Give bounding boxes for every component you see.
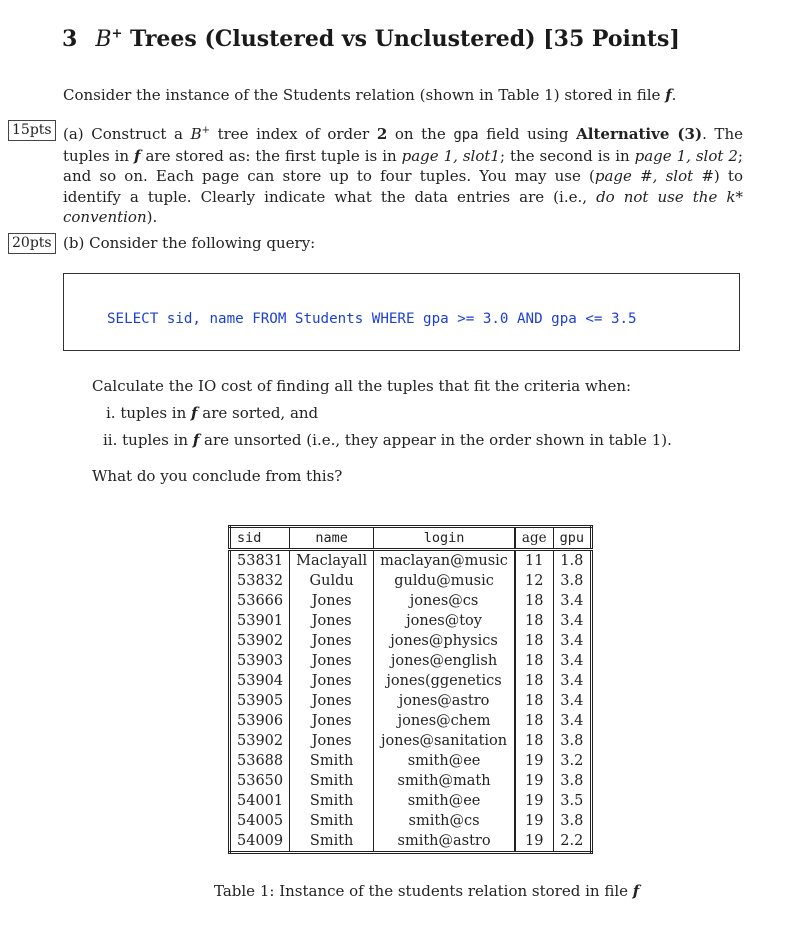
table-cell-login: jones@toy xyxy=(374,611,515,631)
table-cell-name: Guldu xyxy=(290,571,374,591)
part-a-bplus: B xyxy=(190,125,202,143)
table-cell-login: smith@astro xyxy=(374,831,515,853)
table-cell-gpu: 3.4 xyxy=(553,691,591,711)
table-cell-gpu: 3.4 xyxy=(553,631,591,651)
points-badge-b: 20pts xyxy=(8,233,56,254)
part-a-text: ) to identify a tuple. Clearly indicate what the data entries are (i.e., xyxy=(63,167,743,206)
table-row xyxy=(230,651,592,671)
part-a xyxy=(63,121,743,228)
table-row xyxy=(230,631,592,651)
section-number: 3 xyxy=(62,26,78,52)
table-header-row xyxy=(230,527,592,550)
table-cell-gpu: 3.2 xyxy=(553,751,591,771)
table-row xyxy=(230,671,592,691)
table-cell-login: jones@sanitation xyxy=(374,731,515,751)
table-cell-gpu: 3.4 xyxy=(553,591,591,611)
table-cell-sid: 54005 xyxy=(237,813,284,829)
table-body xyxy=(230,550,592,853)
table-cell-name: Jones xyxy=(290,631,374,651)
table-cell-sid: 54009 xyxy=(237,833,284,849)
option-ii-num: ii. xyxy=(103,431,118,449)
table-cell-login: jones@physics xyxy=(374,631,515,651)
table-cell-sid: 53906 xyxy=(237,713,284,729)
col-header-name: name xyxy=(290,527,374,550)
table-cell-sid: 53688 xyxy=(237,753,284,769)
part-a-text: on the xyxy=(387,125,454,143)
part-a-text: . The tuples in xyxy=(63,125,743,165)
table-cell-sid: 53666 xyxy=(237,593,284,609)
table-row xyxy=(230,731,592,751)
table-cell-gpu: 3.8 xyxy=(553,571,591,591)
table-cell-name: Smith xyxy=(290,771,374,791)
table-cell-sid: 53832 xyxy=(237,573,284,589)
option-ii xyxy=(103,431,672,449)
table-cell-gpu: 3.4 xyxy=(553,611,591,631)
part-a-file: f xyxy=(134,146,141,165)
table-cell-name: Smith xyxy=(290,811,374,831)
table-cell-login: jones@cs xyxy=(374,591,515,611)
option-i-text: tuples in xyxy=(120,404,192,422)
table-cell-gpu: 3.5 xyxy=(553,791,591,811)
option-i-num: i. xyxy=(106,404,116,422)
table-cell-age: 18 xyxy=(515,651,553,671)
part-b xyxy=(63,233,315,254)
table-cell-sid: 53901 xyxy=(237,613,284,629)
table-cell-login: jones@english xyxy=(374,651,515,671)
table-row xyxy=(230,791,592,811)
table-cell-login: jones@chem xyxy=(374,711,515,731)
col-header-age: age xyxy=(515,527,553,550)
table-cell-gpu: 3.4 xyxy=(553,711,591,731)
table-cell-name: Smith xyxy=(290,831,374,853)
part-a-plus: + xyxy=(201,125,210,136)
table-cell-name: Jones xyxy=(290,691,374,711)
table-cell-sid: 53831 xyxy=(237,553,284,569)
part-a-slot2: page 1, slot 2 xyxy=(634,146,738,165)
option-i-text: are sorted, and xyxy=(197,404,319,422)
table-cell-sid: 53904 xyxy=(237,673,284,689)
col-header-gpu: gpu xyxy=(553,527,591,550)
part-a-text: are stored as: the first tuple is in xyxy=(140,146,402,165)
conclude-text: What do you conclude from this? xyxy=(92,467,343,485)
part-a-order: 2 xyxy=(376,125,388,143)
section-title: Trees (Clustered vs Unclustered) [35 Points] xyxy=(122,26,680,52)
table-cell-gpu: 3.4 xyxy=(553,671,591,691)
table-row xyxy=(230,550,592,572)
table-cell-name: Maclayall xyxy=(290,550,374,572)
table-cell-age: 12 xyxy=(515,571,553,591)
table-row xyxy=(230,771,592,791)
table-cell-age: 18 xyxy=(515,731,553,751)
table-cell-name: Jones xyxy=(290,711,374,731)
table-cell-age: 18 xyxy=(515,591,553,611)
points-badge-a: 15pts xyxy=(8,120,56,141)
table-cell-age: 18 xyxy=(515,691,553,711)
table-cell-name: Smith xyxy=(290,751,374,771)
table-cell-gpu: 3.8 xyxy=(553,811,591,831)
table-cell-name: Jones xyxy=(290,731,374,751)
part-a-text: field using xyxy=(478,125,577,143)
table-cell-age: 19 xyxy=(515,831,553,853)
table-cell-login: jones(ggenetics xyxy=(374,671,515,691)
table-cell-age: 18 xyxy=(515,631,553,651)
table-cell-name: Jones xyxy=(290,611,374,631)
table-cell-login: smith@ee xyxy=(374,751,515,771)
part-a-text: Construct a xyxy=(91,125,191,143)
bplus-b: B xyxy=(95,27,112,52)
part-a-alternative: Alternative (3) xyxy=(576,125,703,143)
table-cell-name: Smith xyxy=(290,791,374,811)
part-a-label: (a) xyxy=(63,125,84,143)
table-cell-gpu: 3.8 xyxy=(553,731,591,751)
part-b-label: (b) xyxy=(63,234,85,252)
part-a-text: tree index of order xyxy=(210,125,377,143)
table-cell-sid: 53903 xyxy=(237,653,284,669)
table-cell-name: Jones xyxy=(290,671,374,691)
intro-paragraph xyxy=(63,86,676,104)
option-i xyxy=(106,404,318,422)
table-cell-age: 19 xyxy=(515,811,553,831)
section-heading xyxy=(62,26,680,52)
table-cell-login: jones@astro xyxy=(374,691,515,711)
table-caption xyxy=(214,882,639,900)
col-header-login: login xyxy=(374,527,515,550)
intro-text: Consider the instance of the Students relation (shown in Table 1) stored in file xyxy=(63,86,666,104)
col-header-sid: sid xyxy=(230,527,290,550)
table-row xyxy=(230,711,592,731)
bplus-plus: + xyxy=(111,26,123,42)
table-cell-age: 19 xyxy=(515,791,553,811)
students-table xyxy=(228,525,593,854)
table-cell-sid: 53902 xyxy=(237,633,284,649)
table-cell-gpu: 3.4 xyxy=(553,651,591,671)
calc-text: Calculate the IO cost of finding all the tuples that fit the criteria when: xyxy=(92,377,632,395)
table-row xyxy=(230,591,592,611)
table-cell-age: 11 xyxy=(515,550,553,572)
part-b-text: Consider the following query: xyxy=(89,234,316,252)
table-cell-sid: 53902 xyxy=(237,733,284,749)
option-i-file: f xyxy=(191,404,198,422)
part-a-text: ; and so on. Each page can store up to four tuples. You may use ( xyxy=(63,146,743,185)
table-cell-sid: 53650 xyxy=(237,773,284,789)
table-cell-sid: 53905 xyxy=(237,693,284,709)
table-cell-gpu: 1.8 xyxy=(553,550,591,572)
table-cell-name: Jones xyxy=(290,651,374,671)
table-cell-age: 19 xyxy=(515,771,553,791)
part-a-pageslot: page #, slot # xyxy=(594,167,714,185)
table-cell-login: smith@cs xyxy=(374,811,515,831)
table-cell-gpu: 2.2 xyxy=(553,831,591,853)
table-cell-login: guldu@music xyxy=(374,571,515,591)
table-cell-login: smith@ee xyxy=(374,791,515,811)
option-ii-text: tuples in xyxy=(122,431,193,449)
part-a-convention: do not use the k* convention xyxy=(63,187,743,226)
caption-file: f xyxy=(632,882,640,900)
caption-text: Table 1: Instance of the students relation stored in file xyxy=(214,882,633,900)
table-cell-sid: 54001 xyxy=(237,793,284,809)
table-row xyxy=(230,691,592,711)
part-a-slot1: page 1, slot1 xyxy=(401,146,500,165)
table-cell-name: Jones xyxy=(290,591,374,611)
intro-file: f xyxy=(665,86,672,104)
table-row xyxy=(230,611,592,631)
intro-end: . xyxy=(671,86,677,104)
table-row xyxy=(230,751,592,771)
table-cell-age: 18 xyxy=(515,671,553,691)
table-row xyxy=(230,831,592,853)
table-cell-age: 18 xyxy=(515,611,553,631)
table-cell-login: maclayan@music xyxy=(374,550,515,572)
table-row xyxy=(230,571,592,591)
part-a-text: ; the second is in xyxy=(499,146,635,165)
sql-query: SELECT sid, name FROM Students WHERE gpa >= 3.0 AND gpa <= 3.5 xyxy=(107,311,637,327)
table-row xyxy=(230,811,592,831)
part-a-text: ). xyxy=(146,208,158,226)
option-ii-file: f xyxy=(192,431,200,449)
table-cell-gpu: 3.8 xyxy=(553,771,591,791)
table-cell-login: smith@math xyxy=(374,771,515,791)
part-a-field: gpa xyxy=(453,127,479,143)
option-ii-text: are unsorted (i.e., they appear in the order shown in table 1). xyxy=(199,431,672,449)
table-cell-age: 19 xyxy=(515,751,553,771)
table-cell-age: 18 xyxy=(515,711,553,731)
